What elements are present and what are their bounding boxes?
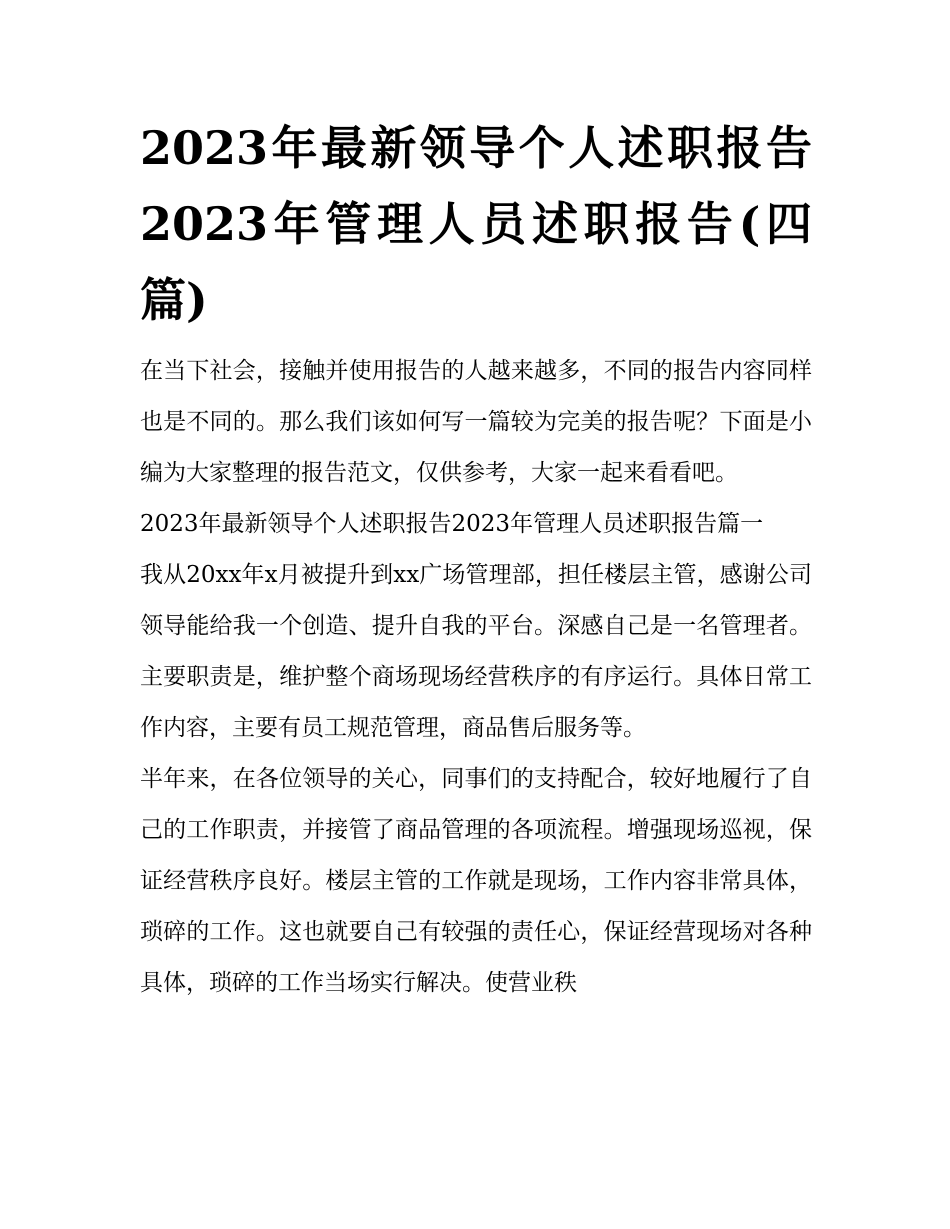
section-heading: 2023年最新领导个人述职报告2023年管理人员述职报告篇一 (140, 511, 764, 537)
intro-paragraph: 在当下社会，接触并使用报告的人越来越多，不同的报告内容同样也是不同的。那么我们该如何写一篇较为完美的报告呢？下面是小编为大家整理的报告范文，仅供参考，大家一起来看看吧。 (140, 358, 812, 486)
document-body (140, 346, 812, 1009)
body-paragraph: 半年来，在各位领导的关心，同事们的支持配合，较好地履行了自己的工作职责，并接管了商品管理的各项流程。增强现场巡视，保证经营秩序良好。楼层主管的工作就是现场，工作内容非常具体，琐碎的工作。这也就要自己有较强的责任心，保证经营现场对各种具体，琐碎的工作当场实行解决。使营业秩 (140, 766, 812, 996)
body-paragraph: 我从20xx年x月被提升到xx广场管理部，担任楼层主管，感谢公司领导能给我一个创造、提升自我的平台。深感自己是一名管理者。主要职责是，维护整个商场现场经营秩序的有序运行。具体日常工作内容，主要有员工规范管理，商品售后服务等。 (140, 562, 812, 741)
document-page (140, 110, 812, 1009)
document-title: 2023年最新领导个人述职报告2023年管理人员述职报告(四篇) (140, 121, 812, 327)
